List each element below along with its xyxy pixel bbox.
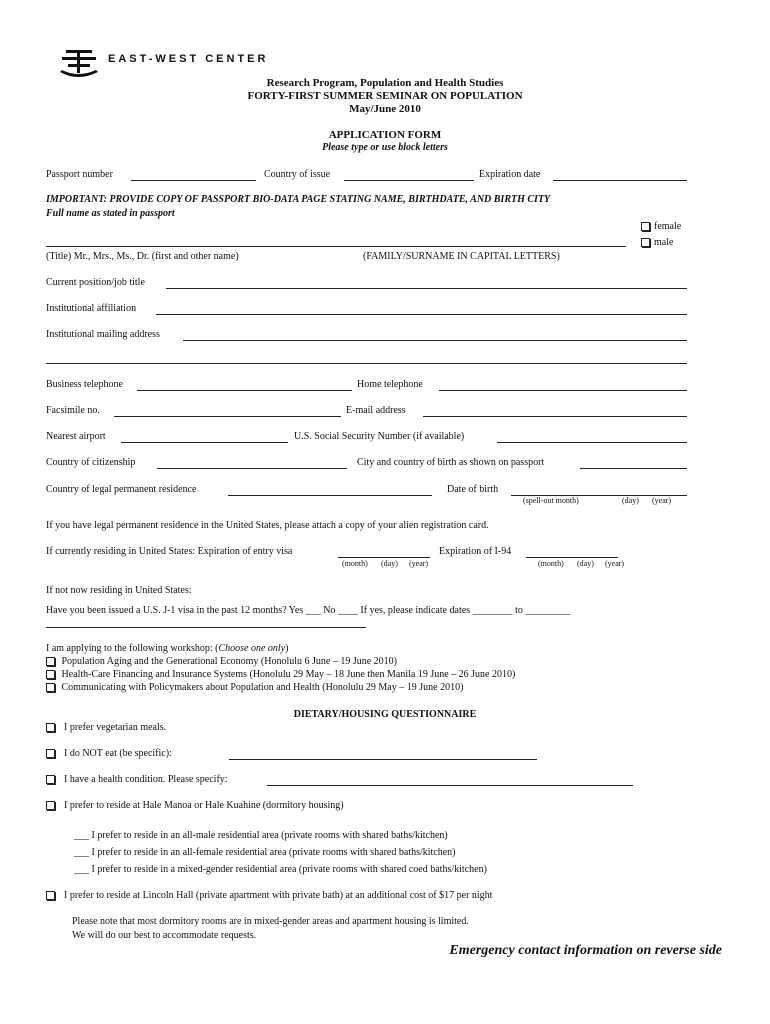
entry-visa-field[interactable] (338, 557, 430, 558)
checkbox-icon (46, 775, 55, 784)
checkbox-icon (46, 801, 55, 810)
country-of-issue-field[interactable] (344, 180, 474, 181)
date-of-birth-label: Date of birth (447, 484, 499, 495)
visa-month-hint: (month) (342, 559, 368, 568)
home-telephone-field[interactable] (439, 390, 687, 391)
citizenship-label: Country of citizenship (46, 457, 136, 468)
checkbox-icon (641, 222, 650, 231)
workshop-option[interactable] (46, 682, 463, 693)
affiliation-label: Institutional affiliation (46, 303, 137, 314)
dietary-housing-title: DIETARY/HOUSING QUESTIONNAIRE (293, 709, 477, 720)
affiliation-field[interactable] (156, 314, 687, 315)
workshop-intro (46, 643, 288, 654)
checkbox-icon (46, 891, 55, 900)
gender-female-option[interactable] (641, 221, 681, 232)
residence-field[interactable] (228, 495, 432, 496)
health-condition-label: I have a health condition. Please specify: (64, 774, 228, 785)
citizenship-field[interactable] (157, 468, 347, 469)
dob-year-hint: (year) (652, 496, 672, 505)
position-field[interactable] (166, 288, 687, 289)
dormitory-option[interactable] (46, 800, 344, 811)
dob-month-hint: (spell-out month) (523, 496, 579, 505)
gender-male-option[interactable] (641, 237, 673, 248)
health-condition-option[interactable] (46, 774, 228, 785)
email-label: E-mail address (346, 405, 406, 416)
expiration-date-label: Expiration date (479, 169, 541, 180)
business-telephone-field[interactable] (137, 390, 352, 391)
fax-label: Facsimile no. (46, 405, 100, 416)
important-note: IMPORTANT: PROVIDE COPY OF PASSPORT BIO-DATA PAGE STATING NAME, BIRTHDATE, AND BIRTH CITY (46, 194, 551, 205)
i94-label: Expiration of I-94 (439, 546, 512, 557)
checkbox-icon (46, 657, 55, 666)
visa-year-hint: (year) (409, 559, 429, 568)
birth-city-label: City and country of birth as shown on passport (357, 457, 545, 468)
nearest-airport-label: Nearest airport (46, 431, 106, 442)
reverse-side-note: Emergency contact information on reverse side (449, 943, 722, 958)
workshop-intro-emphasis: Choose one only (218, 643, 286, 654)
form-subtitle: Please type or use block letters (322, 142, 448, 153)
vegetarian-label: I prefer vegetarian meals. (64, 722, 167, 733)
workshop-intro-end: ) (285, 643, 289, 654)
east-west-center-logo-icon (58, 48, 102, 80)
dorm-sub-option[interactable]: ___ I prefer to reside in an all-female residential area (private rooms with shared baths/kitchen) (74, 847, 456, 858)
j1-visa-question[interactable]: Have you been issued a U.S. J-1 visa in the past 12 months? Yes ___ No ____ If yes, please indicate dates ________ to _________ (46, 605, 571, 616)
vegetarian-option[interactable] (46, 722, 166, 733)
home-telephone-label: Home telephone (357, 379, 423, 390)
passport-number-field[interactable] (131, 180, 256, 181)
lincoln-hall-option[interactable] (46, 890, 492, 901)
brand-name: EAST-WEST CENTER (108, 53, 269, 65)
i94-day-hint: (day) (577, 559, 594, 568)
i94-month-hint: (month) (538, 559, 564, 568)
dob-day-hint: (day) (622, 496, 639, 505)
checkbox-icon (46, 683, 55, 692)
fax-field[interactable] (114, 416, 341, 417)
expiration-date-field[interactable] (553, 180, 687, 181)
checkbox-icon (46, 670, 55, 679)
workshop-option-label: Communicating with Policymakers about Population and Health (Honolulu 29 May – 19 June 2010) (61, 682, 464, 693)
position-label: Current position/job title (46, 277, 145, 288)
checkbox-icon (641, 238, 650, 247)
residence-label: Country of legal permanent residence (46, 484, 197, 495)
given-name-label: (Title) Mr., Mrs., Ms., Dr. (first and other name) (46, 251, 239, 262)
dormitory-label: I prefer to reside at Hale Manoa or Hale Kuahine (dormitory housing) (64, 800, 344, 811)
checkbox-icon (46, 723, 55, 732)
program-line: Research Program, Population and Health Studies (266, 77, 504, 89)
business-telephone-label: Business telephone (46, 379, 123, 390)
seminar-title: FORTY-FIRST SUMMER SEMINAR ON POPULATION (247, 90, 523, 102)
male-label: male (654, 237, 674, 248)
entry-visa-label: If currently residing in United States: Expiration of entry visa (46, 546, 293, 557)
workshop-intro-text: I am applying to the following workshop: ( (46, 643, 219, 654)
workshop-option-label: Health-Care Financing and Insurance Systems (Honolulu 29 May – 18 June then Manila 19 June – 26 June 2010) (61, 669, 516, 680)
country-of-issue-label: Country of issue (264, 169, 331, 180)
email-field[interactable] (423, 416, 687, 417)
housing-note-1: Please note that most dormitory rooms are in mixed-gender areas and apartment housing is limited. (72, 916, 469, 927)
visa-day-hint: (day) (381, 559, 398, 568)
dorm-sub-option[interactable]: ___ I prefer to reside in a mixed-gender residential area (private rooms with shared coed baths/kitchen) (74, 864, 487, 875)
seminar-date: May/June 2010 (349, 103, 421, 115)
workshop-option-label: Population Aging and the Generational Economy (Honolulu 6 June – 19 June 2010) (61, 656, 398, 667)
full-name-label: Full name as stated in passport (46, 208, 175, 219)
female-label: female (654, 221, 682, 232)
i94-field[interactable] (526, 557, 618, 558)
mailing-address-field-2[interactable] (46, 363, 687, 364)
ssn-label: U.S. Social Security Number (if available) (294, 431, 465, 442)
workshop-option[interactable] (46, 656, 397, 667)
mailing-address-label: Institutional mailing address (46, 329, 160, 340)
form-title: APPLICATION FORM (328, 129, 442, 141)
not-eat-option[interactable] (46, 748, 172, 759)
i94-year-hint: (year) (605, 559, 625, 568)
dorm-sub-option[interactable]: ___ I prefer to reside in an all-male residential area (private rooms with shared baths/kitchen) (74, 830, 448, 841)
j1-visa-extra-field[interactable] (46, 627, 366, 628)
ssn-field[interactable] (497, 442, 687, 443)
checkbox-icon (46, 749, 55, 758)
alien-registration-note: If you have legal permanent residence in the United States, please attach a copy of your alien registration card. (46, 520, 489, 531)
passport-number-label: Passport number (46, 169, 113, 180)
birth-city-field[interactable] (580, 468, 687, 469)
housing-note-2: We will do our best to accommodate requests. (72, 930, 257, 941)
lincoln-hall-label: I prefer to reside at Lincoln Hall (private apartment with private bath) at an additional cost of $17 per night (64, 890, 493, 901)
nearest-airport-field[interactable] (121, 442, 288, 443)
not-eat-field[interactable] (229, 759, 537, 760)
not-residing-label: If not now residing in United States: (46, 585, 192, 596)
health-condition-field[interactable] (267, 785, 633, 786)
family-name-label: (FAMILY/SURNAME IN CAPITAL LETTERS) (363, 251, 560, 262)
workshop-option[interactable] (46, 669, 515, 680)
full-name-field[interactable] (46, 246, 626, 247)
mailing-address-field[interactable] (183, 340, 687, 341)
not-eat-label: I do NOT eat (be specific): (64, 748, 172, 759)
